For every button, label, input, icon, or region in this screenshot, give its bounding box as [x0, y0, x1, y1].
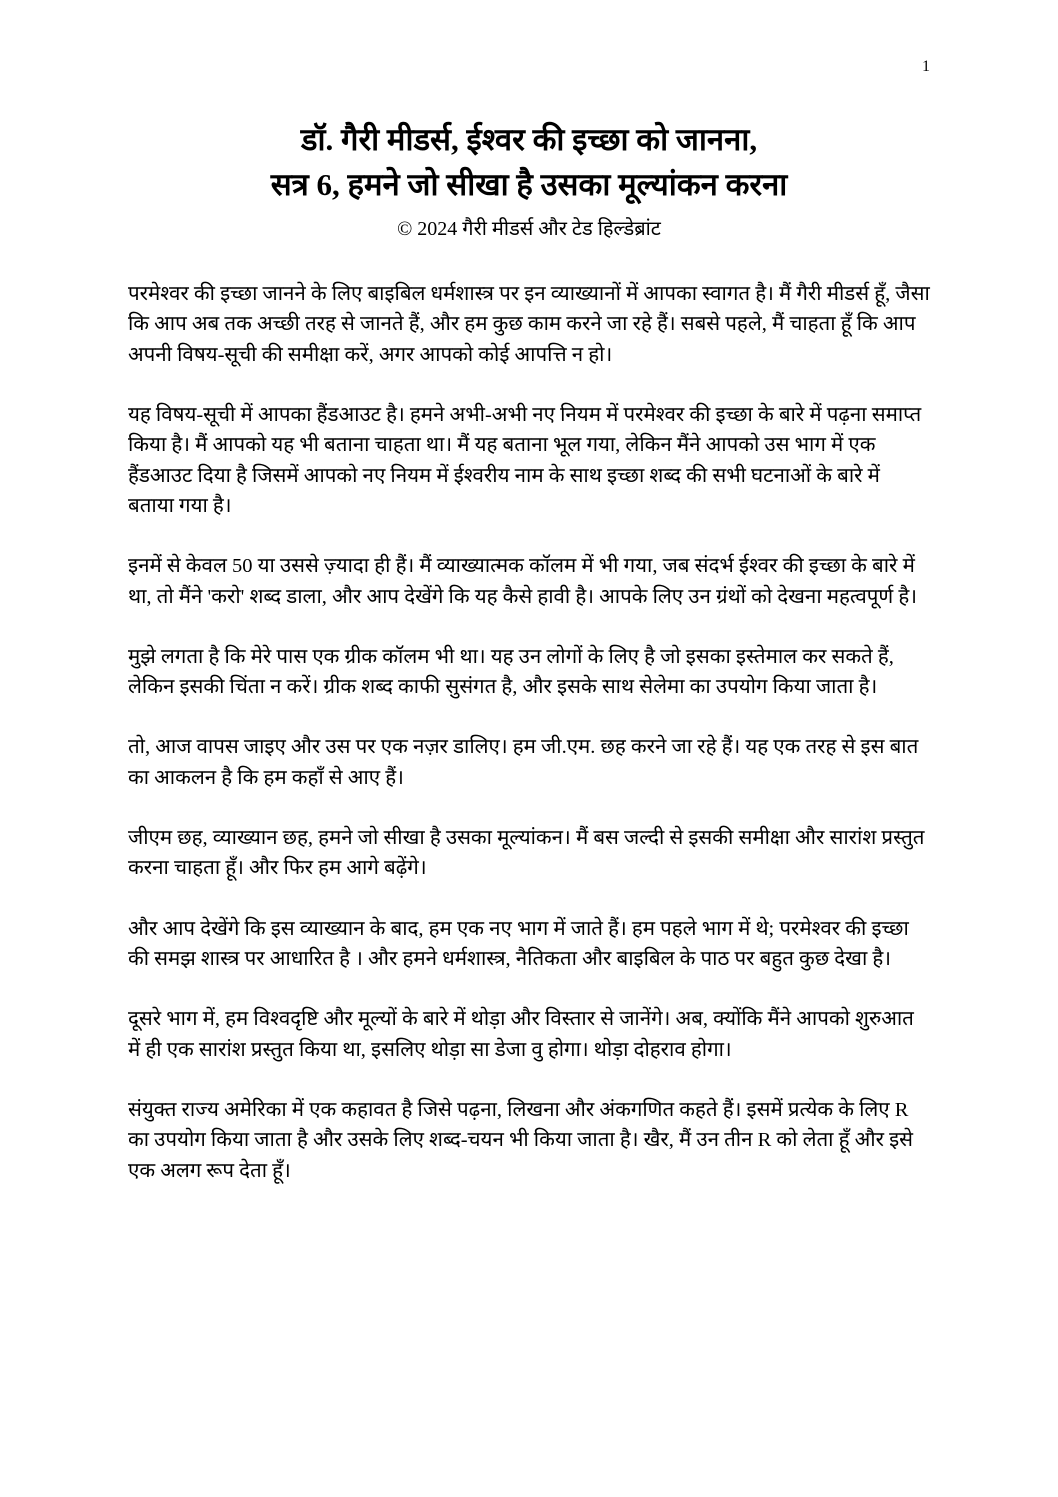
paragraph-8: दूसरे भाग में, हम विश्वदृष्टि और मूल्यों के बारे में थोड़ा और विस्तार से जानेंगे। अब, क्योंकि मैंने आपको शुरुआत में ही एक सारांश प्रस्तुत किया था, इसलिए थोड़ा सा डेजा वु होगा। थोड़ा दोहराव होगा।	[128, 1008, 914, 1061]
paragraph-7: और आप देखेंगे कि इस व्याख्यान के बाद, हम एक नए भाग में जाते हैं। हम पहले भाग में थे; परमेश्वर की इच्छा की समझ शास्त्र पर आधारित है । और हमने धर्मशास्त्र, नैतिकता और बाइबिल के पाठ पर बहुत कुछ देखा है।	[128, 917, 909, 971]
paragraph-4: मुझे लगता है कि मेरे पास एक ग्रीक कॉलम भी था। यह उन लोगों के लिए है जो इसका इस्तेमाल कर सकते हैं, लेकिन इसकी चिंता न करें। ग्रीक शब्द काफी सुसंगत है, और इसके साथ सेलेमा का उपयोग किया जाता है।	[128, 645, 894, 699]
paragraph-5: तो, आज वापस जाइए और उस पर एक नज़र डालिए। हम जी.एम. छह करने जा रहे हैं। यह एक तरह से इस बात का आकलन है कि हम कहाँ से आए हैं।	[128, 736, 919, 789]
title-line-2: सत्र 6, हमने जो सीखा है उसका मूल्यांकन करना	[270, 166, 788, 202]
copyright-line: © 2024 गैरी मीडर्स और टेड हिल्डेब्रांट	[397, 217, 661, 240]
document-title	[128, 118, 930, 208]
paragraph-9: संयुक्त राज्य अमेरिका में एक कहावत है जिसे पढ़ना, लिखना और अंकगणित कहते हैं। इसमें प्रत्येक के लिए R का उपयोग किया जाता है और उसके लिए शब्द-चयन भी किया जाता है। खैर, मैं उन तीन R को लेता हूँ और इसे एक अलग रूप देता हूँ।	[128, 1099, 914, 1182]
paragraph-2: यह विषय-सूची में आपका हैंडआउट है। हमने अभी-अभी नए नियम में परमेश्वर की इच्छा के बारे में पढ़ना समाप्त किया है। मैं आपको यह भी बताना चाहता था। मैं यह बताना भूल गया, लेकिन मैंने आपको उस भाग में एक हैंडआउट दिया है जिसमें आपको नए नियम में ईश्वरीय नाम के साथ इच्छा शब्द की सभी घटनाओं के बारे में बताया गया है।	[128, 403, 922, 517]
document-body	[128, 279, 930, 1186]
page-number: 1	[922, 58, 930, 75]
paragraph-3: इनमें से केवल 50 या उससे ज़्यादा ही हैं। मैं व्याख्यात्मक कॉलम में भी गया, जब संदर्भ ईश्वर की इच्छा के बारे में था, तो मैंने 'करो' शब्द डाला, और आप देखेंगे कि यह कैसे हावी है। आपके लिए उन ग्रंथों को देखना महत्वपूर्ण है।	[128, 555, 917, 608]
paragraph-6: जीएम छह, व्याख्यान छह, हमने जो सीखा है उसका मूल्यांकन। मैं बस जल्दी से इसकी समीक्षा और सारांश प्रस्तुत करना चाहता हूँ। और फिर हम आगे बढ़ेंगे।	[128, 827, 925, 880]
paragraph-1: परमेश्वर की इच्छा जानने के लिए बाइबिल धर्मशास्त्र पर इन व्याख्यानों में आपका स्वागत है। मैं गैरी मीडर्स हूँ, जैसा कि आप अब तक अच्छी तरह से जानते हैं, और हम कुछ काम करने जा रहे हैं। सबसे पहले, मैं चाहता हूँ कि आप अपनी विषय-सूची की समीक्षा करें, अगर आपको कोई आपत्ति न हो।	[128, 282, 930, 366]
title-line-1: डॉ. गैरी मीडर्स, ईश्वर की इच्छा को जानना,	[300, 122, 758, 157]
